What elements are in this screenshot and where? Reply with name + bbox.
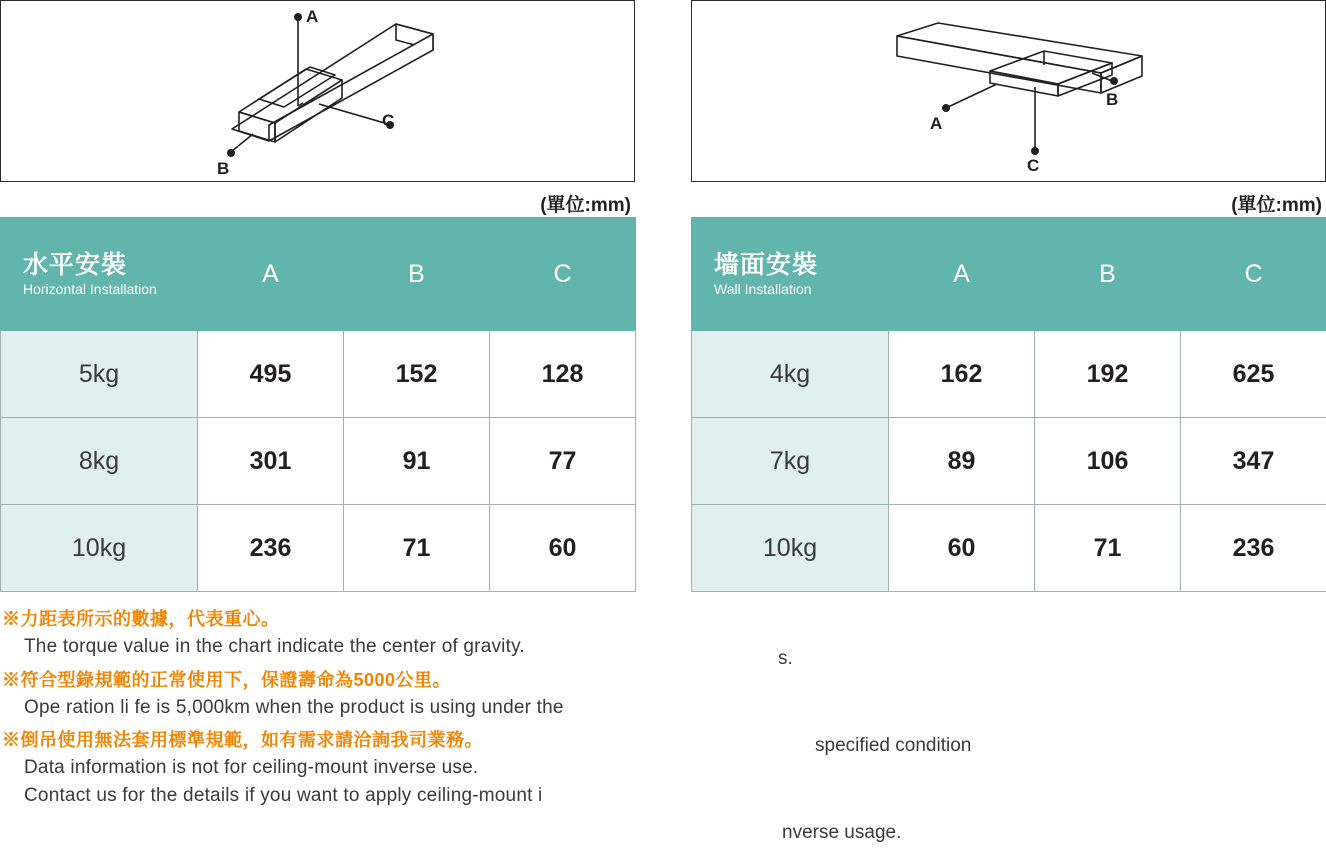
row-label: 10kg xyxy=(1,505,198,592)
row-label: 5kg xyxy=(1,331,198,418)
column-header-a: A xyxy=(889,218,1035,331)
figure-wall xyxy=(691,0,1326,182)
column-header-c: C xyxy=(490,218,636,331)
cell-a: 162 xyxy=(889,331,1035,418)
figure-label-b: B xyxy=(1106,90,1119,109)
note-en: The torque value in the chart indicate the center of gravity. xyxy=(24,636,525,657)
horizontal-rail-diagram xyxy=(1,1,634,181)
table-title-en: Wall Installation xyxy=(714,281,812,298)
note-item xyxy=(2,727,1326,809)
table-horizontal xyxy=(0,217,636,592)
table-header-row xyxy=(1,218,636,331)
cell-b: 192 xyxy=(1035,331,1181,418)
figure-label-c: C xyxy=(382,111,395,130)
figure-label-a: A xyxy=(306,7,319,26)
table-title-cell xyxy=(1,218,198,331)
note-fragment-3: nverse usage. xyxy=(782,822,902,843)
table-row xyxy=(692,505,1326,592)
row-label: 8kg xyxy=(1,418,198,505)
note-cn: ※力距表所示的數據，代表重心。 xyxy=(2,609,280,629)
unit-label-left: (單位:mm) xyxy=(540,195,631,216)
cell-b: 106 xyxy=(1035,418,1181,505)
cell-a: 301 xyxy=(198,418,344,505)
cell-c: 128 xyxy=(490,331,636,418)
figure-label-a: A xyxy=(930,114,943,133)
row-label: 10kg xyxy=(692,505,889,592)
panel-horizontal xyxy=(0,0,635,592)
panel-wall xyxy=(691,0,1326,592)
note-en: Data information is not for ceiling-mount inverse use. xyxy=(24,757,479,779)
cell-a: 236 xyxy=(198,505,344,592)
cell-c: 77 xyxy=(490,418,636,505)
table-row xyxy=(1,331,636,418)
column-header-c: C xyxy=(1181,218,1326,331)
table-title-cn: 墙面安裝 xyxy=(714,250,819,279)
note-fragment-1: s. xyxy=(778,648,793,669)
table-row xyxy=(1,505,636,592)
row-label: 7kg xyxy=(692,418,889,505)
cell-b: 71 xyxy=(344,505,490,592)
cell-c: 60 xyxy=(490,505,636,592)
row-label: 4kg xyxy=(692,331,889,418)
note-item xyxy=(2,606,1326,661)
cell-c: 347 xyxy=(1181,418,1326,505)
cell-b: 152 xyxy=(344,331,490,418)
note-cn: ※符合型錄規範的正常使用下，保證壽命為5000公里。 xyxy=(2,669,452,690)
wall-rail-diagram xyxy=(692,1,1325,181)
cell-a: 60 xyxy=(889,505,1035,592)
table-title-cell xyxy=(692,218,889,331)
column-header-b: B xyxy=(1035,218,1181,331)
cell-b: 71 xyxy=(1035,505,1181,592)
table-title-cn: 水平安裝 xyxy=(23,250,128,279)
cell-a: 495 xyxy=(198,331,344,418)
table-title-en: Horizontal Installation xyxy=(23,281,157,298)
cell-b: 91 xyxy=(344,418,490,505)
note-fragment-2: specified condition xyxy=(815,735,972,756)
figure-label-c: C xyxy=(1027,156,1040,175)
note-en-line2: Contact us for the details if you want to apply ceiling-mount i xyxy=(24,784,543,806)
unit-label-right: (單位:mm) xyxy=(1231,195,1322,216)
notes-section xyxy=(0,606,1326,809)
note-en: Ope ration li fe is 5,000km when the product is using under the xyxy=(24,696,564,718)
table-row xyxy=(1,418,636,505)
column-header-a: A xyxy=(198,218,344,331)
table-row xyxy=(692,331,1326,418)
figure-label-b: B xyxy=(217,159,230,178)
cell-c: 236 xyxy=(1181,505,1326,592)
figure-horizontal xyxy=(0,0,635,182)
cell-c: 625 xyxy=(1181,331,1326,418)
table-row xyxy=(692,418,1326,505)
cell-a: 89 xyxy=(889,418,1035,505)
note-item xyxy=(2,667,1326,722)
column-header-b: B xyxy=(344,218,490,331)
table-header-row xyxy=(692,218,1326,331)
table-wall xyxy=(691,217,1326,592)
note-cn: ※倒吊使用無法套用標準規範，如有需求請洽詢我司業務。 xyxy=(2,730,483,751)
